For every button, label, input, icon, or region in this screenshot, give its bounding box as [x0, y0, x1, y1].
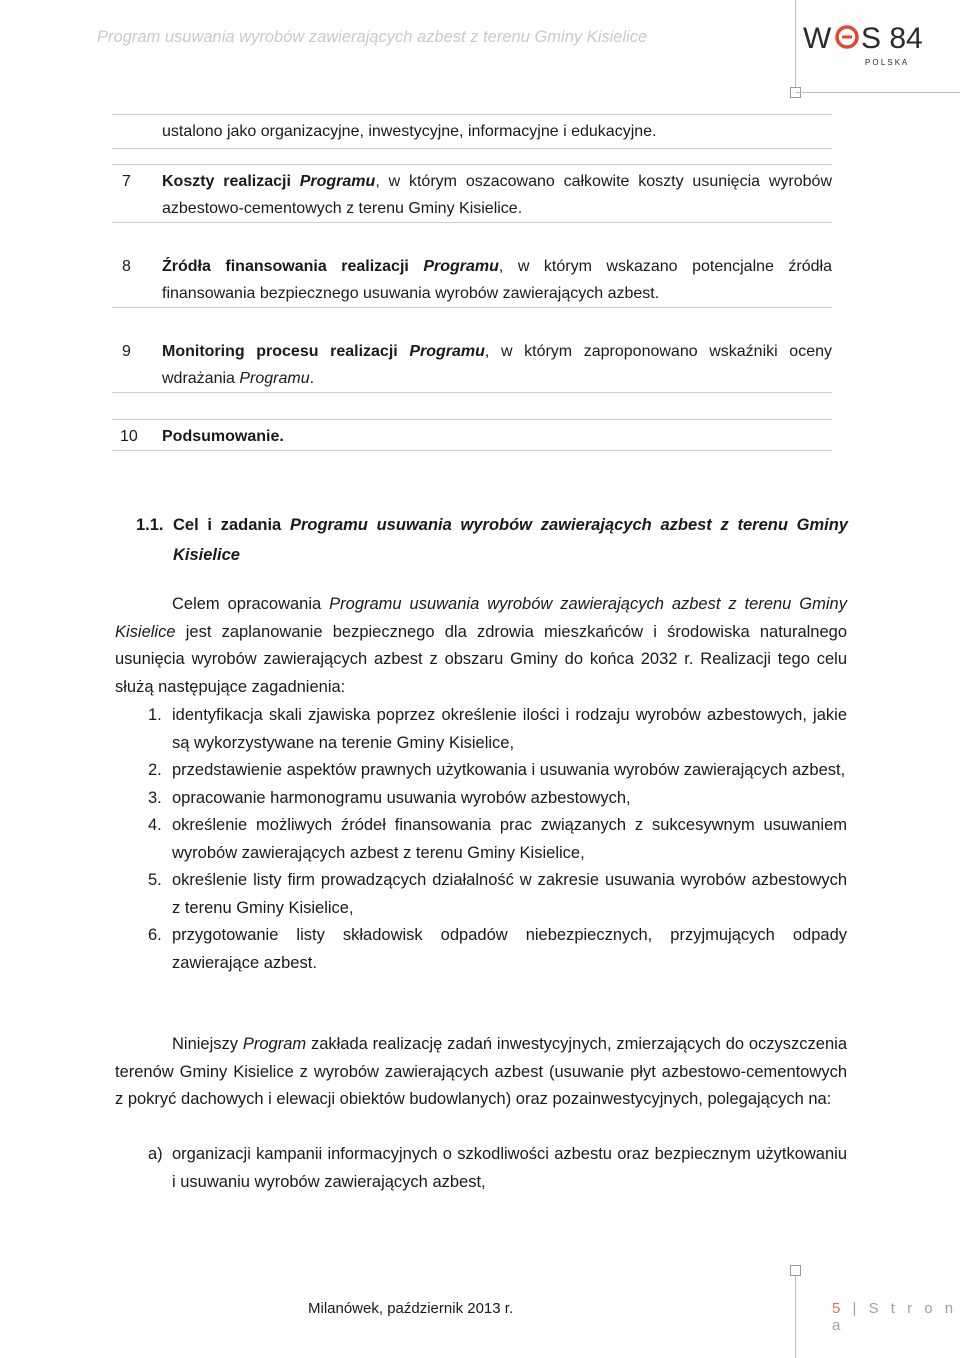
svg-text:S 84: S 84	[861, 22, 923, 55]
list-item: 1. identyfikacja skali zjawiska poprzez określenie ilości i rodzaju wyrobów azbestowych, jakie są wykorzystywane na terenie Gminy Kisielice,	[148, 706, 847, 752]
program-paragraph: Niniejszy Program zakłada realizację zadań inwestycyjnych, zmierzających do oczyszczenia terenów Gminy Kisielice z wyrobów zawierających azbest (usuwanie płyt azbestowo-cementowych z pokryć dachowych i elewacji obiektów budowlanych) oraz pozainwestycyjnych, polegających na:	[115, 1035, 847, 1108]
footer-date: Milanówek, październik 2013 r.	[308, 1300, 514, 1317]
list-item: 3. opracowanie harmonogramu usuwania wyrobów azbestowych,	[148, 788, 631, 807]
toc-item: 10 Podsumowanie.	[120, 428, 284, 445]
list-item: a) organizacji kampanii informacyjnych o szkodliwości azbestu oraz bezpiecznym użytkowaniu i usuwaniu wyrobów zawierających azbest,	[148, 1145, 847, 1191]
list-item: 6. przygotowanie listy składowisk odpadów niebezpiecznych, przyjmujących odpady zawierające azbest.	[148, 926, 847, 972]
goals-list	[115, 702, 847, 977]
section-heading: 1.1. Cel i zadania Programu usuwania wyrobów zawierających azbest z terenu Gminy Kisielice	[136, 516, 848, 564]
list-item: 5. określenie listy firm prowadzących działalność w zakresie usuwania wyrobów azbestowych z terenu Gminy Kisielice,	[148, 871, 847, 917]
toc-item: 8 Źródła finansowania realizacji Programu, w którym wskazano potencjalne źródła finansowania bezpiecznego usuwania wyrobów zawierających azbest.	[122, 258, 832, 302]
page-number: 5 | S t r o n a	[832, 1300, 958, 1334]
list-item: 4. określenie możliwych źródeł finansowania prac związanych z sukcesywnym usuwaniem wyrobów zawierających azbest z terenu Gminy Kisielice,	[148, 816, 847, 862]
footer-divider	[795, 1270, 796, 1358]
toc-item: 7 Koszty realizacji Programu, w którym oszacowano całkowite koszty usunięcia wyrobów azbestowo-cementowych z terenu Gminy Kisielice.	[122, 173, 832, 217]
running-header: Program usuwania wyrobów zawierających azbest z terenu Gminy Kisielice	[97, 28, 648, 46]
list-item: 2. przedstawienie aspektów prawnych użytkowania i usuwania wyrobów zawierających azbest,	[148, 761, 846, 779]
wes84-logo	[803, 18, 943, 68]
intro-paragraph: Celem opracowania Programu usuwania wyrobów zawierających azbest z terenu Gminy Kisielice jest zaplanowanie bezpiecznego dla zdrowia mieszkańców i środowiska naturalnego usunięcia wyrobów zawierających azbest z obszaru Gminy do końca 2032 r. Realizacji tego celu służą następujące zagadnienia:	[115, 595, 847, 696]
toc-item: ustalono jako organizacyjne, inwestycyjne, informacyjne i edukacyjne.	[162, 123, 657, 140]
svg-text:P O L S K A: P O L S K A	[865, 58, 908, 67]
header-divider	[795, 0, 796, 88]
toc-item: 9 Monitoring procesu realizacji Programu, w którym zaproponowano wskaźniki oceny wdrażania Programu.	[122, 343, 832, 387]
toc-list	[112, 114, 832, 451]
header-rule	[796, 92, 960, 93]
alpha-list	[115, 1141, 847, 1196]
footer-corner-marker	[790, 1265, 801, 1276]
svg-text:W: W	[803, 22, 833, 55]
